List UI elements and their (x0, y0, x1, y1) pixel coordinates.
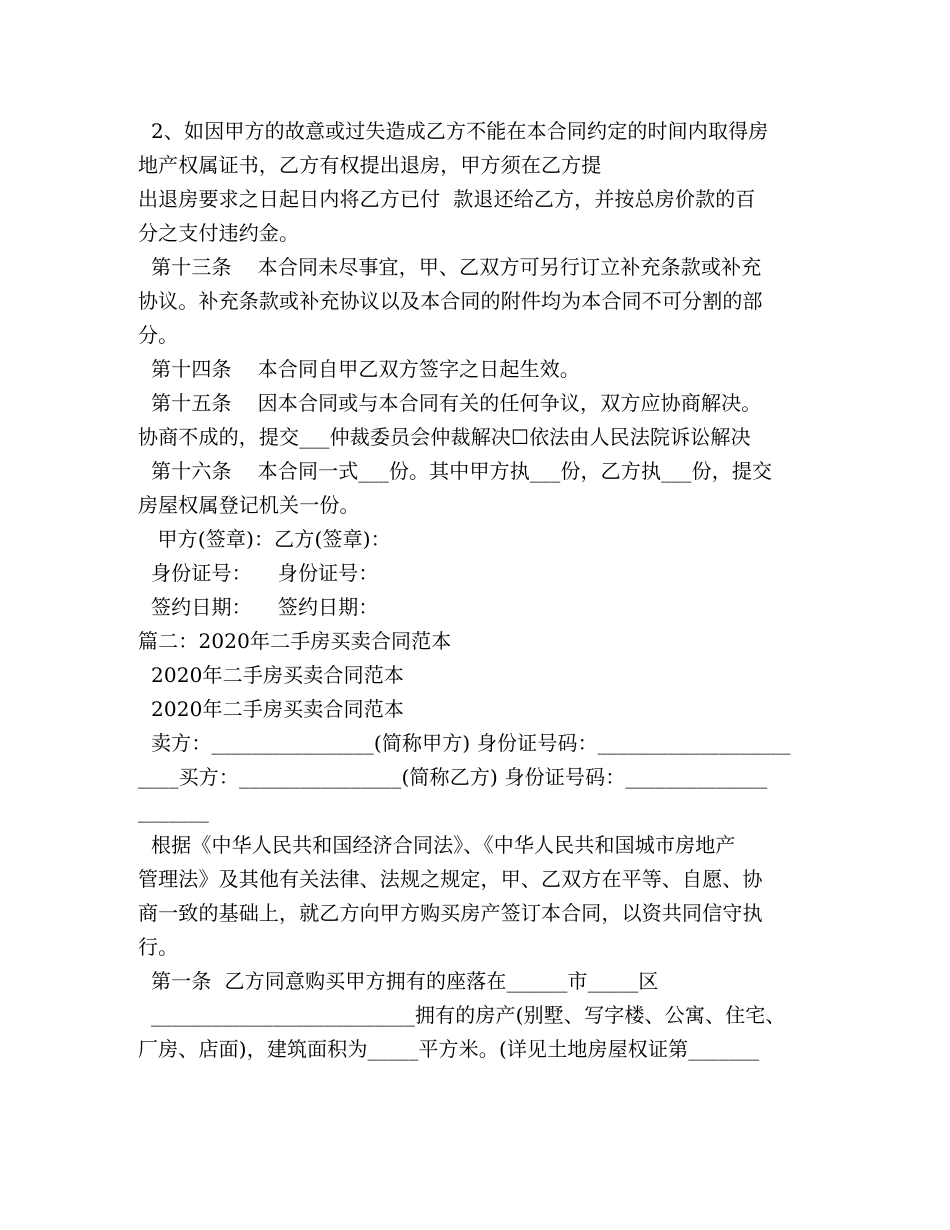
section-heading: 篇二：2020年二手房买卖合同范本 (138, 629, 452, 653)
text-line: __________________________拥有的房产(别墅、写字楼、公寓、住宅、 (138, 1003, 786, 1027)
text-line: 根据《中华人民共和国经济合同法》、《中华人民共和国城市房地产 (138, 833, 736, 857)
text-line: 地产权属证书，乙方有权提出退房，甲方须在乙方提 (138, 153, 602, 177)
text-line: 协议。补充条款或补充协议以及本合同的附件均为本合同不可分割的部 (138, 289, 763, 313)
text-line: 2、如因甲方的故意或过失造成乙方不能在本合同约定的时间内取得房 (138, 119, 769, 143)
text-line: 分之支付违约金。 (138, 221, 300, 245)
document-title: 2020年二手房买卖合同范本 (138, 663, 405, 687)
text-line: 厂房、店面)，建筑面积为_____平方米。(详见土地房屋权证第_______ (138, 1037, 760, 1061)
text-line: 管理法》及其他有关法律、法规之规定，甲、乙双方在平等、自愿、协 (138, 867, 763, 891)
text-line: 第十三条 本合同未尽事宜，甲、乙双方可另行订立补充条款或补充 (138, 255, 762, 279)
text-line: 分。 (138, 323, 179, 347)
text-line: 身份证号： 身份证号： (138, 561, 379, 585)
document-title: 2020年二手房买卖合同范本 (138, 697, 405, 721)
text-line: 协商不成的，提交___仲裁委员会仲裁解决☐依法由人民法院诉讼解决 (138, 425, 751, 449)
text-line: 商一致的基础上，就乙方向甲方购买房产签订本合同，以资共同信守执 (138, 901, 763, 925)
text-line: 第十五条 因本合同或与本合同有关的任何争议，双方应协商解决。 (138, 391, 762, 415)
text-line: 出退房要求之日起日内将乙方已付 款退还给乙方，并按总房价款的百 (138, 187, 756, 211)
text-line: 第一条 乙方同意购买甲方拥有的座落在______市_____区 (138, 969, 659, 993)
text-line: _______ (138, 799, 210, 823)
text-line: 房屋权属登记机关一份。 (138, 493, 360, 517)
text-line: 签约日期： 签约日期： (138, 595, 379, 619)
text-line: ____买方：________________(简称乙方) 身份证号码：______________ (138, 765, 768, 789)
text-line: 第十四条 本合同自甲乙双方签字之日起生效。 (138, 357, 581, 381)
text-line: 行。 (138, 935, 179, 959)
text-line: 卖方：________________(简称甲方) 身份证号码：___________________ (138, 731, 791, 755)
text-line: 第十六条 本合同一式___份。其中甲方执___份，乙方执___份，提交 (138, 459, 773, 483)
text-line: 甲方(签章)：乙方(签章)： (138, 527, 391, 551)
